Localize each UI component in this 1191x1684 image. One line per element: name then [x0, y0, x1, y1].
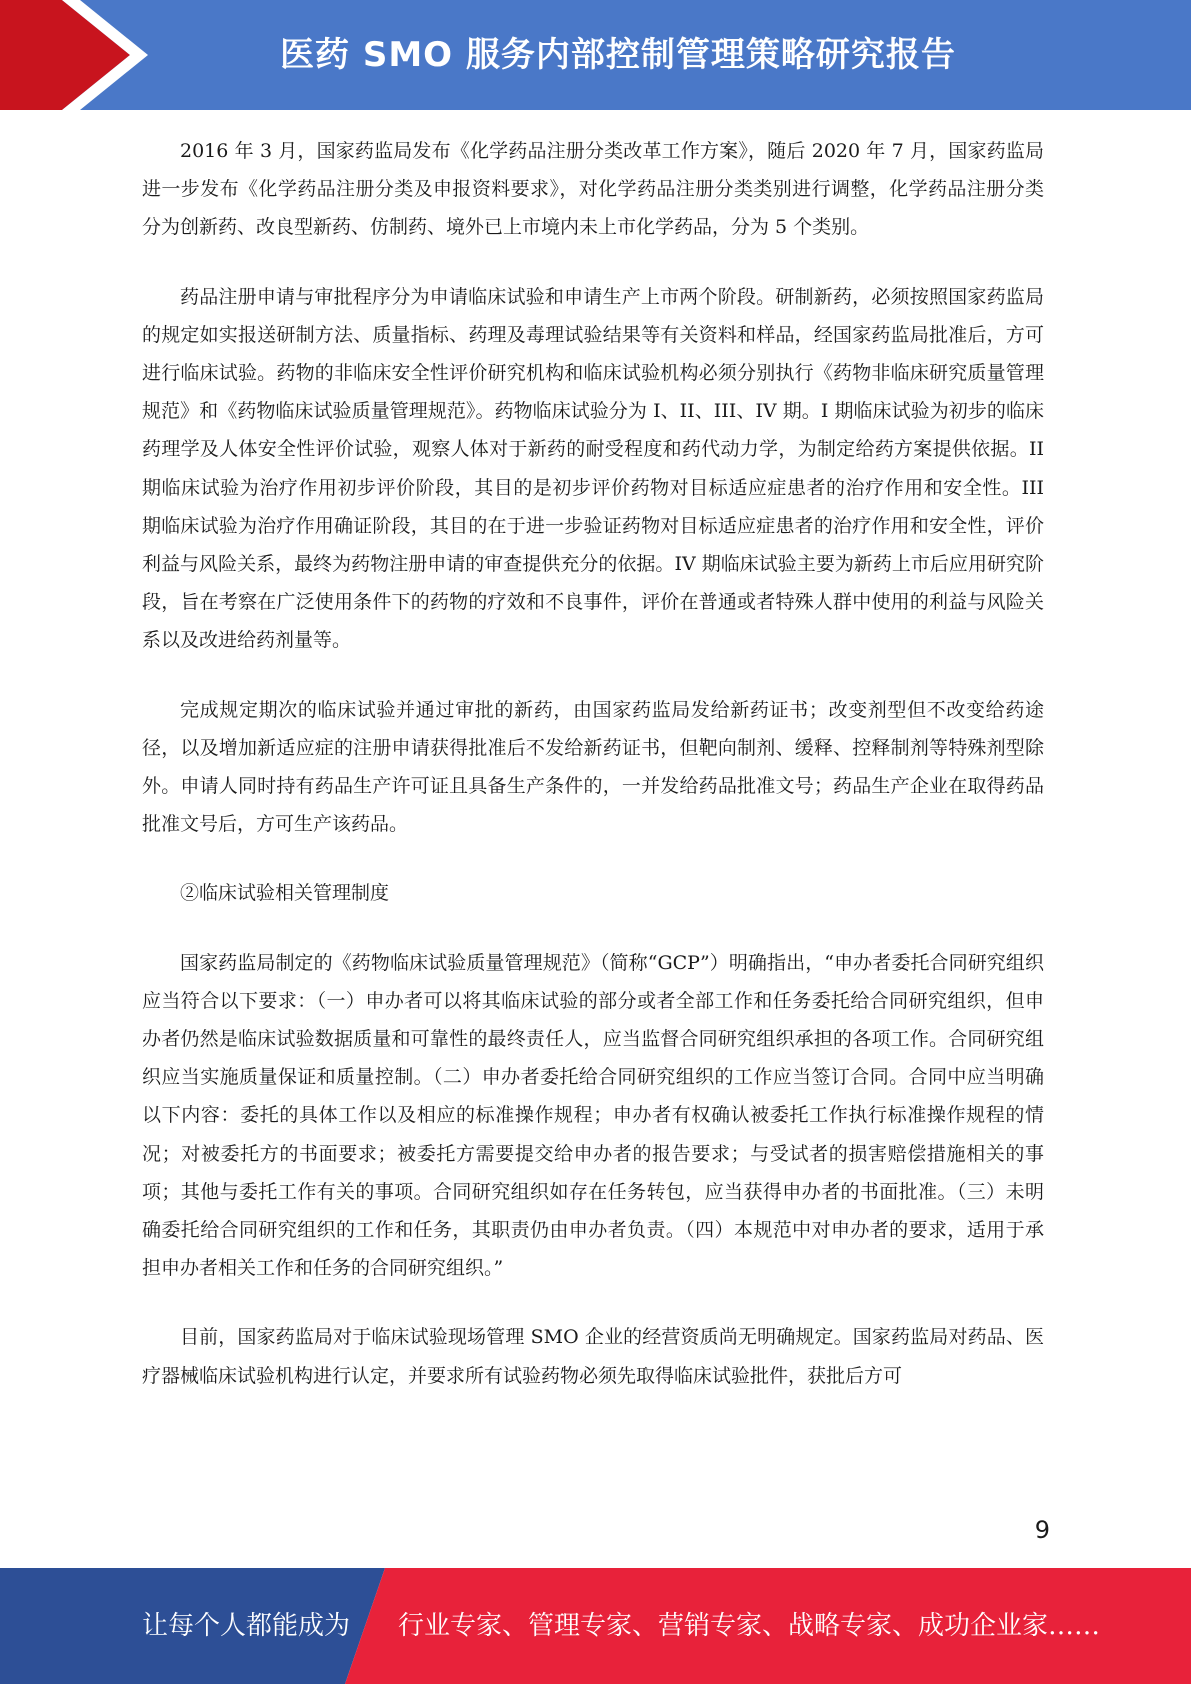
header-red-arrow	[0, 0, 130, 110]
page-number: 9	[1034, 1516, 1050, 1544]
paragraph-smo-qualification: 目前，国家药监局对于临床试验现场管理 SMO 企业的经营资质尚无明确规定。国家药监局对药品、医疗器械临床试验机构进行认定，并要求所有试验药物必须先取得临床试验批件，获批后方可	[142, 1326, 1044, 1387]
section-heading-clinical-trial-rules: ②临床试验相关管理制度	[180, 882, 390, 905]
paragraph-approval-procedure: 药品注册申请与审批程序分为申请临床试验和申请生产上市两个阶段。研制新药，必须按照国家药监局的规定如实报送研制方法、质量指标、药理及毒理试验结果等有关资料和样品，经国家药监局批准后，方可进行临床试验。药物的非临床安全性评价研究机构和临床试验机构必须分别执行《药物非临床研究质量管理规范》和《药物临床试验质量管理规范》。药物临床试验分为 I、II、III、IV 期。I 期临床试验为初步的临床药理学及人体安全性评价试验，观察人体对于新药的耐受程度和药代动力学，为制定给药方案提供依据。II 期临床试验为治疗作用初步评价阶段，其目的是初步评价药物对目标适应症患者的治疗作用和安全性。III 期临床试验为治疗作用确证阶段，其目的在于进一步验证药物对目标适应症患者的治疗作用和安全性，评价利益与风险关系，最终为药物注册申请的审查提供充分的依据。IV 期临床试验主要为新药上市后应用研究阶段，旨在考察在广泛使用条件下的药物的疗效和不良事件，评价在普通或者特殊人群中使用的利益与风险关系以及改进给药剂量等。	[142, 285, 1044, 652]
header-banner	[0, 0, 1191, 110]
footer-slogan-right: 行业专家、管理专家、营销专家、战略专家、成功企业家……	[398, 1611, 1101, 1641]
footer-slogan-left: 让每个人都能成为	[142, 1611, 351, 1641]
paragraph-new-drug-certificate: 完成规定期次的临床试验并通过审批的新药，由国家药监局发给新药证书；改变剂型但不改变给药途径，以及增加新适应症的注册申请获得批准后不发给新药证书，但靶向制剂、缓释、控释制剂等特殊剂型除外。申请人同时持有药品生产许可证且具备生产条件的，一并发给药品批准文号；药品生产企业在取得药品批准文号后，方可生产该药品。	[142, 698, 1044, 836]
report-title: 医药 SMO 服务内部控制管理策略研究报告	[280, 35, 956, 75]
document-body	[142, 132, 1044, 1426]
paragraph-gcp-requirements: 国家药监局制定的《药物临床试验质量管理规范》（简称“GCP”）明确指出，“申办者委托合同研究组织应当符合以下要求：（一）申办者可以将其临床试验的部分或者全部工作和任务委托给合同研究组织，但申办者仍然是临床试验数据质量和可靠性的最终责任人，应当监督合同研究组织承担的各项工作。合同研究组织应当实施质量保证和质量控制。（二）申办者委托给合同研究组织的工作应当签订合同。合同中应当明确以下内容：委托的具体工作以及相应的标准操作规程；申办者有权确认被委托工作执行标准操作规程的情况；对被委托方的书面要求；被委托方需要提交给申办者的报告要求；与受试者的损害赔偿措施相关的事项；其他与委托工作有关的事项。合同研究组织如存在任务转包，应当获得申办者的书面批准。（三）未明确委托给合同研究组织的工作和任务，其职责仍由申办者负责。（四）本规范中对申办者的要求，适用于承担申办者相关工作和任务的合同研究组织。”	[142, 951, 1044, 1280]
footer-banner	[0, 1568, 1191, 1684]
paragraph-registration-classification: 2016 年 3 月，国家药监局发布《化学药品注册分类改革工作方案》，随后 2020 年 7 月，国家药监局进一步发布《化学药品注册分类及申报资料要求》，对化学药品注册分类类别进行调整，化学药品注册分类分为创新药、改良型新药、仿制药、境外已上市境内未上市化学药品，分为 5 个类别。	[142, 140, 1044, 239]
